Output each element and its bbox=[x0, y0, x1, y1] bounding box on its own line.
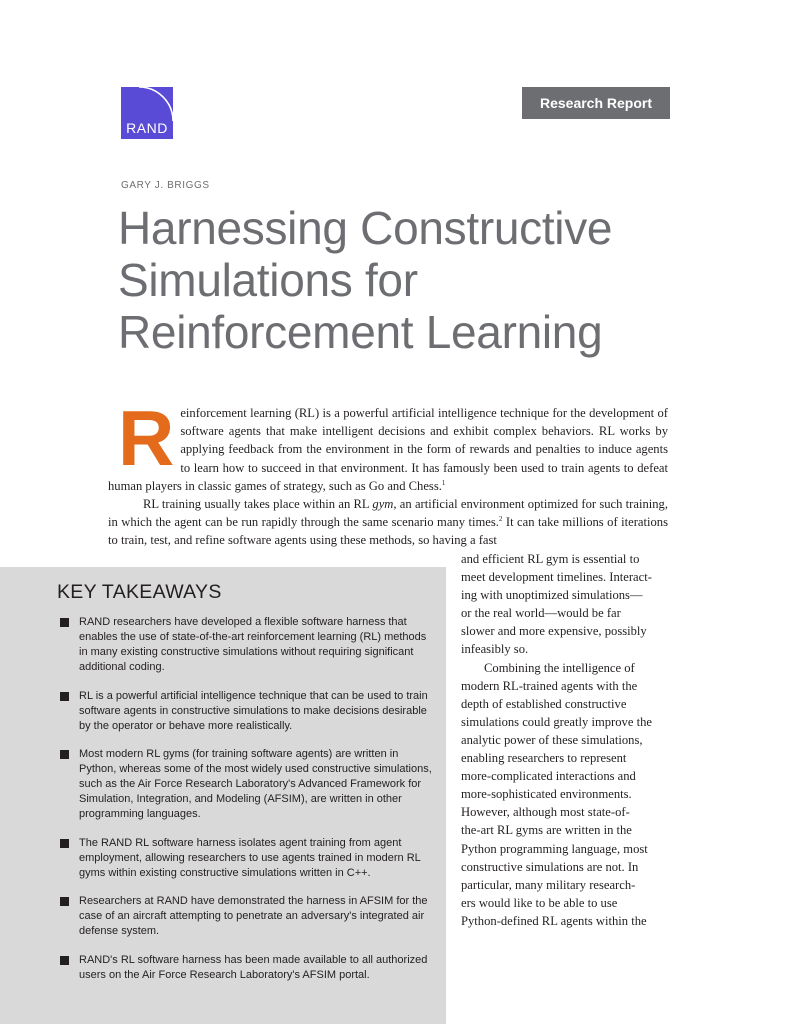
takeaway-item bbox=[60, 615, 432, 675]
logo-text: RAND bbox=[126, 120, 168, 136]
body-line: analytic power of these simulations, bbox=[461, 732, 643, 747]
body-line: ing with unoptimized simulations— bbox=[461, 588, 643, 603]
title-line-3: Reinforcement Learning bbox=[118, 306, 603, 358]
body-line: particular, many military research- bbox=[461, 877, 636, 892]
body-line: modern RL-trained agents with the bbox=[461, 678, 638, 693]
body-line: slower and more expensive, possibly bbox=[461, 624, 647, 639]
square-bullet-icon bbox=[60, 956, 69, 965]
body-line: more-complicated interactions and bbox=[461, 769, 636, 784]
takeaway-item bbox=[60, 836, 432, 881]
gym-term: gym bbox=[372, 497, 394, 512]
report-title bbox=[118, 202, 718, 358]
body-line: infeasibly so. bbox=[461, 642, 529, 657]
takeaway-item bbox=[60, 894, 432, 939]
intro-paragraph-2 bbox=[108, 495, 668, 550]
body-line: Python-defined RL agents within the bbox=[461, 913, 647, 928]
intro-text bbox=[108, 394, 668, 550]
takeaway-item bbox=[60, 689, 432, 734]
footnote-ref-2[interactable]: 2 bbox=[498, 515, 503, 524]
takeaway-item bbox=[60, 747, 432, 822]
body-line: Combining the intelligence of bbox=[484, 660, 635, 675]
body-line: or the real world—would be far bbox=[461, 606, 621, 621]
intro-paragraph-2-text-b: , an artificial environment optimized for such training, in which the agent can be run rapidly through the same scenario many times. bbox=[108, 497, 668, 530]
body-line: However, although most state-of- bbox=[461, 805, 630, 820]
takeaway-text: Most modern RL gyms (for training software agents) are written in Python, whereas some of the most widely used constructive simulations, such as the Air Force Research Laboratory's Advanced Framework for Simulation, Integration, and Modeling (AFSIM), are written in other programming languages. bbox=[79, 748, 432, 820]
takeaway-text: RAND researchers have developed a flexible software harness that enables the use of state-of-the-art reinforcement learning (RL) methods in many existing constructive simulations without requiring significant additional coding. bbox=[79, 616, 427, 673]
body-line: Python programming language, most bbox=[461, 841, 648, 856]
body-line: ers would like to be able to use bbox=[461, 895, 618, 910]
footnote-ref-1[interactable]: 1 bbox=[441, 478, 446, 487]
intro-paragraph-2-text-c: It can take millions of iterations to train, test, and refine software agents using these methods, so having a fast bbox=[108, 515, 668, 548]
square-bullet-icon bbox=[60, 750, 69, 759]
takeaway-text: Researchers at RAND have demonstrated the harness in AFSIM for the case of an aircraft attempting to penetrate an adversary's integrated air defense system. bbox=[79, 895, 428, 937]
body-line: and efficient RL gym is essential to bbox=[461, 552, 640, 566]
body-line: enabling researchers to represent bbox=[461, 751, 627, 766]
body-line: constructive simulations are not. In bbox=[461, 859, 639, 874]
key-takeaways-title: KEY TAKEAWAYS bbox=[57, 581, 222, 603]
takeaway-text: RAND's RL software harness has been made available to all authorized users on the Air Force Research Laboratory's AFSIM portal. bbox=[79, 953, 428, 981]
body-line: simulations could greatly improve the bbox=[461, 714, 652, 729]
body-paragraph-combining bbox=[461, 659, 675, 930]
body-line: depth of established constructive bbox=[461, 696, 627, 711]
rand-logo bbox=[121, 87, 173, 139]
body-line: more-sophisticated environments. bbox=[461, 787, 632, 802]
intro-paragraph-1 bbox=[108, 394, 668, 495]
intro-paragraph-1-text: einforcement learning (RL) is a powerful artificial intelligence technique for the development of software agents that make intelligent decisions and exhibit complex behaviors. RL works by applying feedback from the environment in the form of rewards and penalties to induce agents to learn how to succeed in that environment. It has famously been used to train agents to defeat human players in classic games of strategy, such as Go and Chess. bbox=[108, 406, 668, 493]
square-bullet-icon bbox=[60, 618, 69, 627]
title-line-1: Harnessing Constructive bbox=[118, 202, 613, 254]
body-line: meet development timelines. Interact- bbox=[461, 570, 652, 585]
takeaway-item bbox=[60, 953, 432, 983]
takeaway-text: The RAND RL software harness isolates agent training from agent employment, allowing researchers to use agents trained in modern RL gyms within existing constructive simulations written in C++. bbox=[79, 836, 421, 879]
author-name: GARY J. BRIGGS bbox=[121, 180, 210, 191]
report-type-badge: Research Report bbox=[522, 87, 670, 119]
body-right-column bbox=[461, 550, 675, 930]
key-takeaways-list bbox=[60, 615, 432, 996]
title-line-2: Simulations for bbox=[118, 254, 418, 306]
intro-paragraph-2-text-a: RL training usually takes place within an RL bbox=[143, 497, 373, 512]
body-paragraph-continued bbox=[461, 550, 675, 659]
takeaway-text: RL is a powerful artificial intelligence technique that can be used to train software agents in constructive simulations to make decisions desirable by the operator or behave more realistically. bbox=[79, 689, 428, 732]
square-bullet-icon bbox=[60, 839, 69, 848]
square-bullet-icon bbox=[60, 897, 69, 906]
square-bullet-icon bbox=[60, 692, 69, 701]
body-line: the-art RL gyms are written in the bbox=[461, 823, 632, 838]
drop-cap: R bbox=[118, 394, 175, 482]
